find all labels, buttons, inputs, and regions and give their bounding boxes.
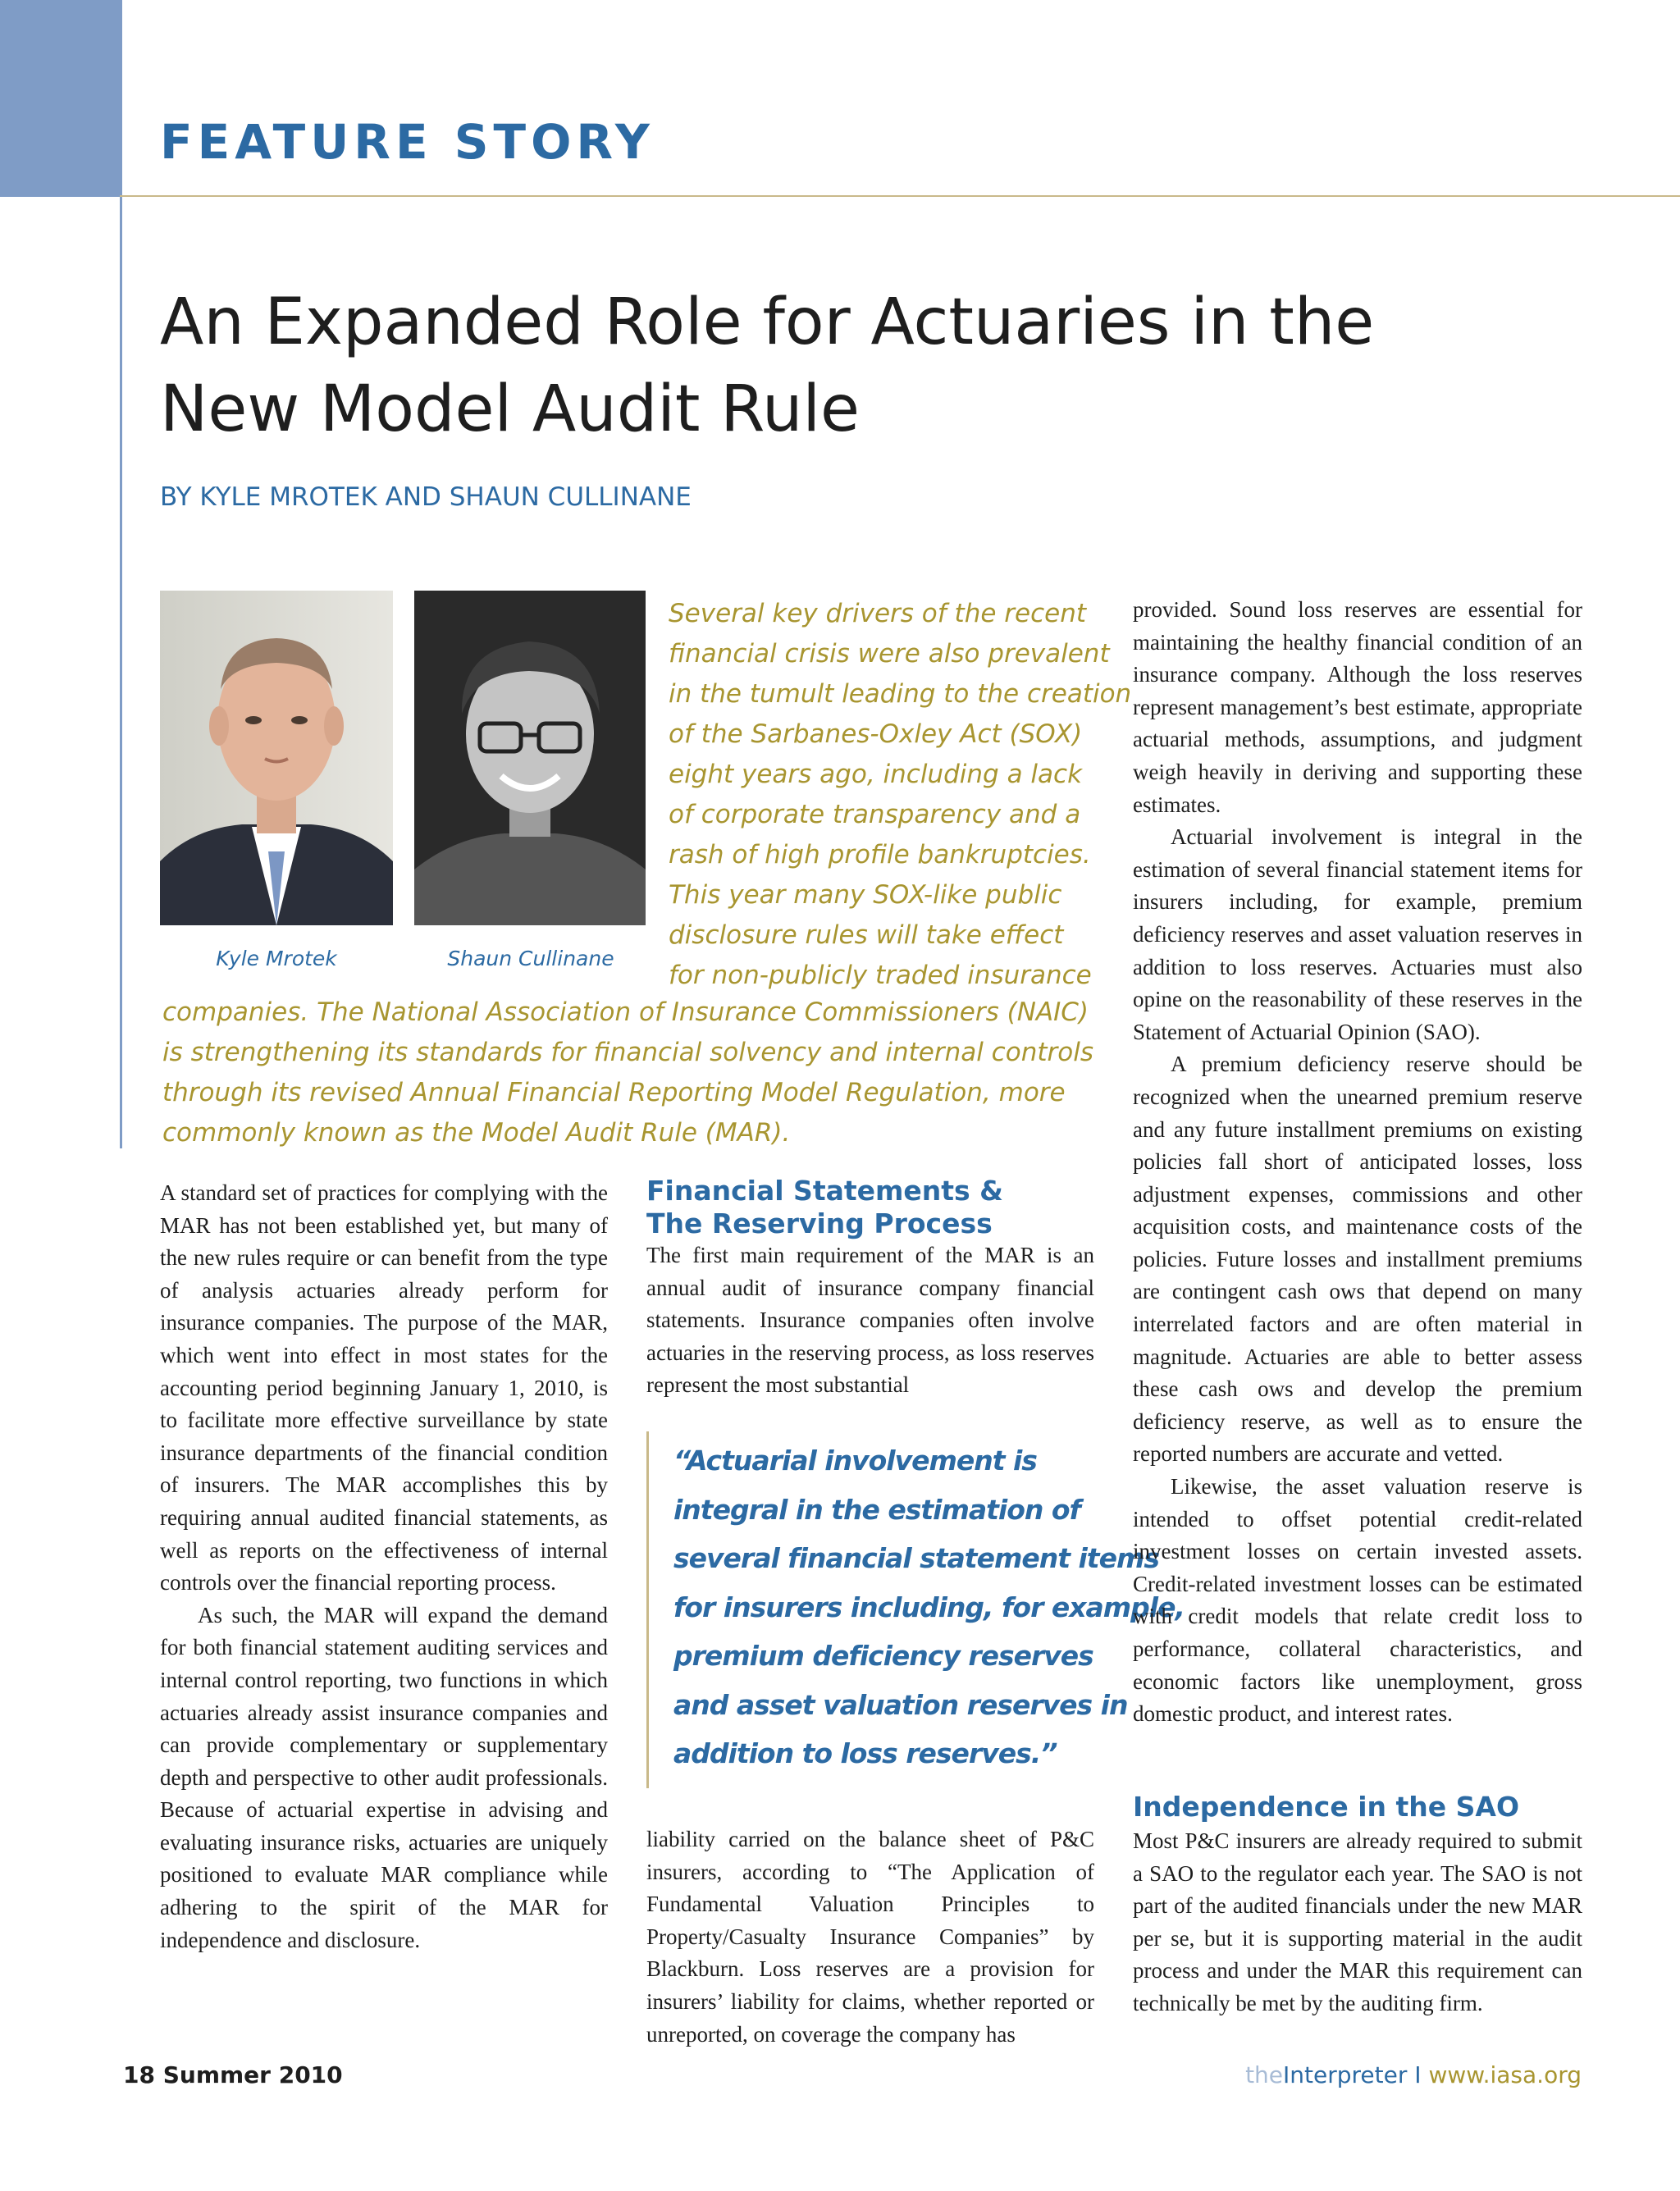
- title-line-2: New Model Audit Rule: [160, 372, 861, 446]
- intro-line: rash of high profile bankruptcies.: [669, 840, 1091, 870]
- body-column-2-bottom: [646, 1824, 1094, 2051]
- paragraph: liability carried on the balance sheet of P&C insurers, according to “The Application of Fundamental Valuation Principles to Property/Casualty Insurance Companies” by Blackburn. Loss reserves are a provision for insurers’ liability for claims, whether reported or unreported, on coverage the company has: [646, 1827, 1094, 2047]
- intro-line: This year many SOX-like public: [669, 880, 1062, 910]
- intro-line: disclosure rules will take effect: [669, 920, 1064, 950]
- photo-caption-left: Kyle Mrotek: [216, 947, 337, 970]
- pull-quote-line: and asset valuation reserves in: [673, 1688, 1128, 1721]
- pull-quote-line: integral in the estimation of: [673, 1493, 1080, 1526]
- photo-caption-right: Shaun Cullinane: [447, 947, 614, 970]
- brand-separator: I: [1414, 2061, 1422, 2088]
- pull-quote: [646, 1431, 1185, 1788]
- paragraph: Likewise, the asset valuation reserve is intended to offset potential credit-related investment losses on certain invested assets. Credit-related investment losses can be estimated with credit models that relate credit loss to performance, collateral characteristics, and economic factors like unemployment, gross domestic product, and interest rates.: [1133, 1474, 1582, 1727]
- intro-line: commonly known as the Model Audit Rule (MAR).: [162, 1118, 791, 1148]
- section-label: FEATURE STORY: [160, 114, 655, 170]
- article-title: [160, 279, 1637, 453]
- pull-quote-line: addition to loss reserves.”: [673, 1737, 1057, 1769]
- paragraph: A standard set of practices for complying with the MAR has not been established yet, but many of the new rules require or can benefit from the type of analysis actuaries already perform for insurance companies. The purpose of the MAR, which went into effect in most states for the accounting period beginning January 1, 2010, is to facilitate more effective surveillance by state insurance departments of the financial condition of insurers. The MAR accomplishes this by requiring annual audited financial statements, as well as reports on the effectiveness of internal controls over the financial reporting process.: [160, 1180, 608, 1595]
- subhead-line: The Reserving Process: [646, 1207, 993, 1239]
- intro-line: through its revised Annual Financial Reporting Model Regulation, more: [162, 1078, 1066, 1107]
- page-footer-label: 18 Summer 2010: [123, 2061, 343, 2088]
- intro-line: eight years ago, including a lack: [669, 760, 1083, 789]
- subhead-financial-statements: [646, 1175, 1003, 1240]
- pull-quote-line: “Actuarial involvement is: [673, 1445, 1037, 1477]
- pull-quote-line: for insurers including, for example,: [673, 1591, 1185, 1623]
- left-rule: [120, 0, 122, 1148]
- body-column-3: [1133, 594, 1582, 1731]
- author-photo-shaun-cullinane: [414, 591, 646, 925]
- intro-line: of corporate transparency and a: [669, 800, 1081, 829]
- body-column-1: [160, 1177, 608, 1956]
- intro-deck-upper: [669, 594, 1132, 996]
- pull-quote-line: several financial statement items: [673, 1542, 1159, 1574]
- paragraph: As such, the MAR will expand the demand for both financial statement auditing services and internal control reporting, two functions in which actuaries already assist insurance companies and can provide complementary or supplementary depth and perspective to other audit professionals. Because of actuarial expertise in advising and evaluating insurance risks, actuaries are uniquely positioned to evaluate MAR compliance while adhering to the spirit of the MAR for independence and disclosure.: [160, 1602, 608, 1952]
- header-color-tab: [0, 0, 120, 197]
- subhead-independence: Independence in the SAO: [1133, 1791, 1519, 1823]
- brand-name: Interpreter: [1283, 2061, 1408, 2088]
- intro-line: companies. The National Association of Insurance Commissioners (NAIC): [162, 997, 1089, 1027]
- pull-quote-line: premium deficiency reserves: [673, 1640, 1093, 1672]
- title-line-1: An Expanded Role for Actuaries in the: [160, 285, 1375, 359]
- paragraph: Actuarial involvement is integral in the estimation of several financial statement items for insurers including, for example, premium deficiency reserves and asset valuation reserves in addition to loss reserves. Actuaries must also opine on the reasonability of these reserves in the Statement of Actuarial Opinion (SAO).: [1133, 824, 1582, 1044]
- page-footer-brand: [1245, 2061, 1582, 2088]
- header-rule: [120, 195, 1680, 197]
- pull-quote-text: [673, 1436, 1185, 1778]
- intro-line: financial crisis were also prevalent: [669, 639, 1110, 669]
- byline: BY KYLE MROTEK AND SHAUN CULLINANE: [160, 482, 692, 512]
- intro-line: is strengthening its standards for financial solvency and internal controls: [162, 1038, 1093, 1067]
- body-column-3-bottom: [1133, 1825, 1582, 2020]
- intro-line: Several key drivers of the recent: [669, 599, 1087, 628]
- intro-line: in the tumult leading to the creation: [669, 679, 1132, 709]
- paragraph: A premium deficiency reserve should be recognized when the unearned premium reserve and any future installment premiums on existing policies fall short of anticipated losses, loss adjustment expenses, commissions and other acquisition costs, and maintenance costs of the policies. Future losses and installment premiums are contingent cash ows that depend on many interrelated factors and are often material in magnitude. Actuaries are able to better assess these cash ows and develop the premium deficiency reserve, as well as to ensure the reported numbers are accurate and vetted.: [1133, 1052, 1582, 1467]
- intro-deck-lower: [162, 993, 1106, 1153]
- author-photo-kyle-mrotek: [160, 591, 393, 925]
- brand-the: the: [1245, 2061, 1284, 2088]
- paragraph: The first main requirement of the MAR is an annual audit of insurance company financial statements. Insurance companies often involve actuaries in the reserving process, as loss reserves represent the most substantial: [646, 1243, 1094, 1398]
- paragraph: Most P&C insurers are already required to submit a SAO to the regulator each year. The SAO is not part of the audited financials under the new MAR per se, but it is supporting material in the audit process and under the MAR this requirement can technically be met by the auditing firm.: [1133, 1828, 1582, 2015]
- body-column-2-top: [646, 1239, 1094, 1402]
- intro-line: for non-publicly traded insurance: [669, 961, 1092, 990]
- intro-line: of the Sarbanes-Oxley Act (SOX): [669, 719, 1083, 749]
- footer-url[interactable]: www.iasa.org: [1428, 2061, 1582, 2088]
- paragraph: provided. Sound loss reserves are essential for maintaining the healthy financial condition of an insurance company. Although the loss reserves represent management’s best estimate, appropriate actuarial methods, assumptions, and judgment weigh heavily in deriving and supporting these estimates.: [1133, 597, 1582, 817]
- subhead-line: Financial Statements &: [646, 1175, 1003, 1207]
